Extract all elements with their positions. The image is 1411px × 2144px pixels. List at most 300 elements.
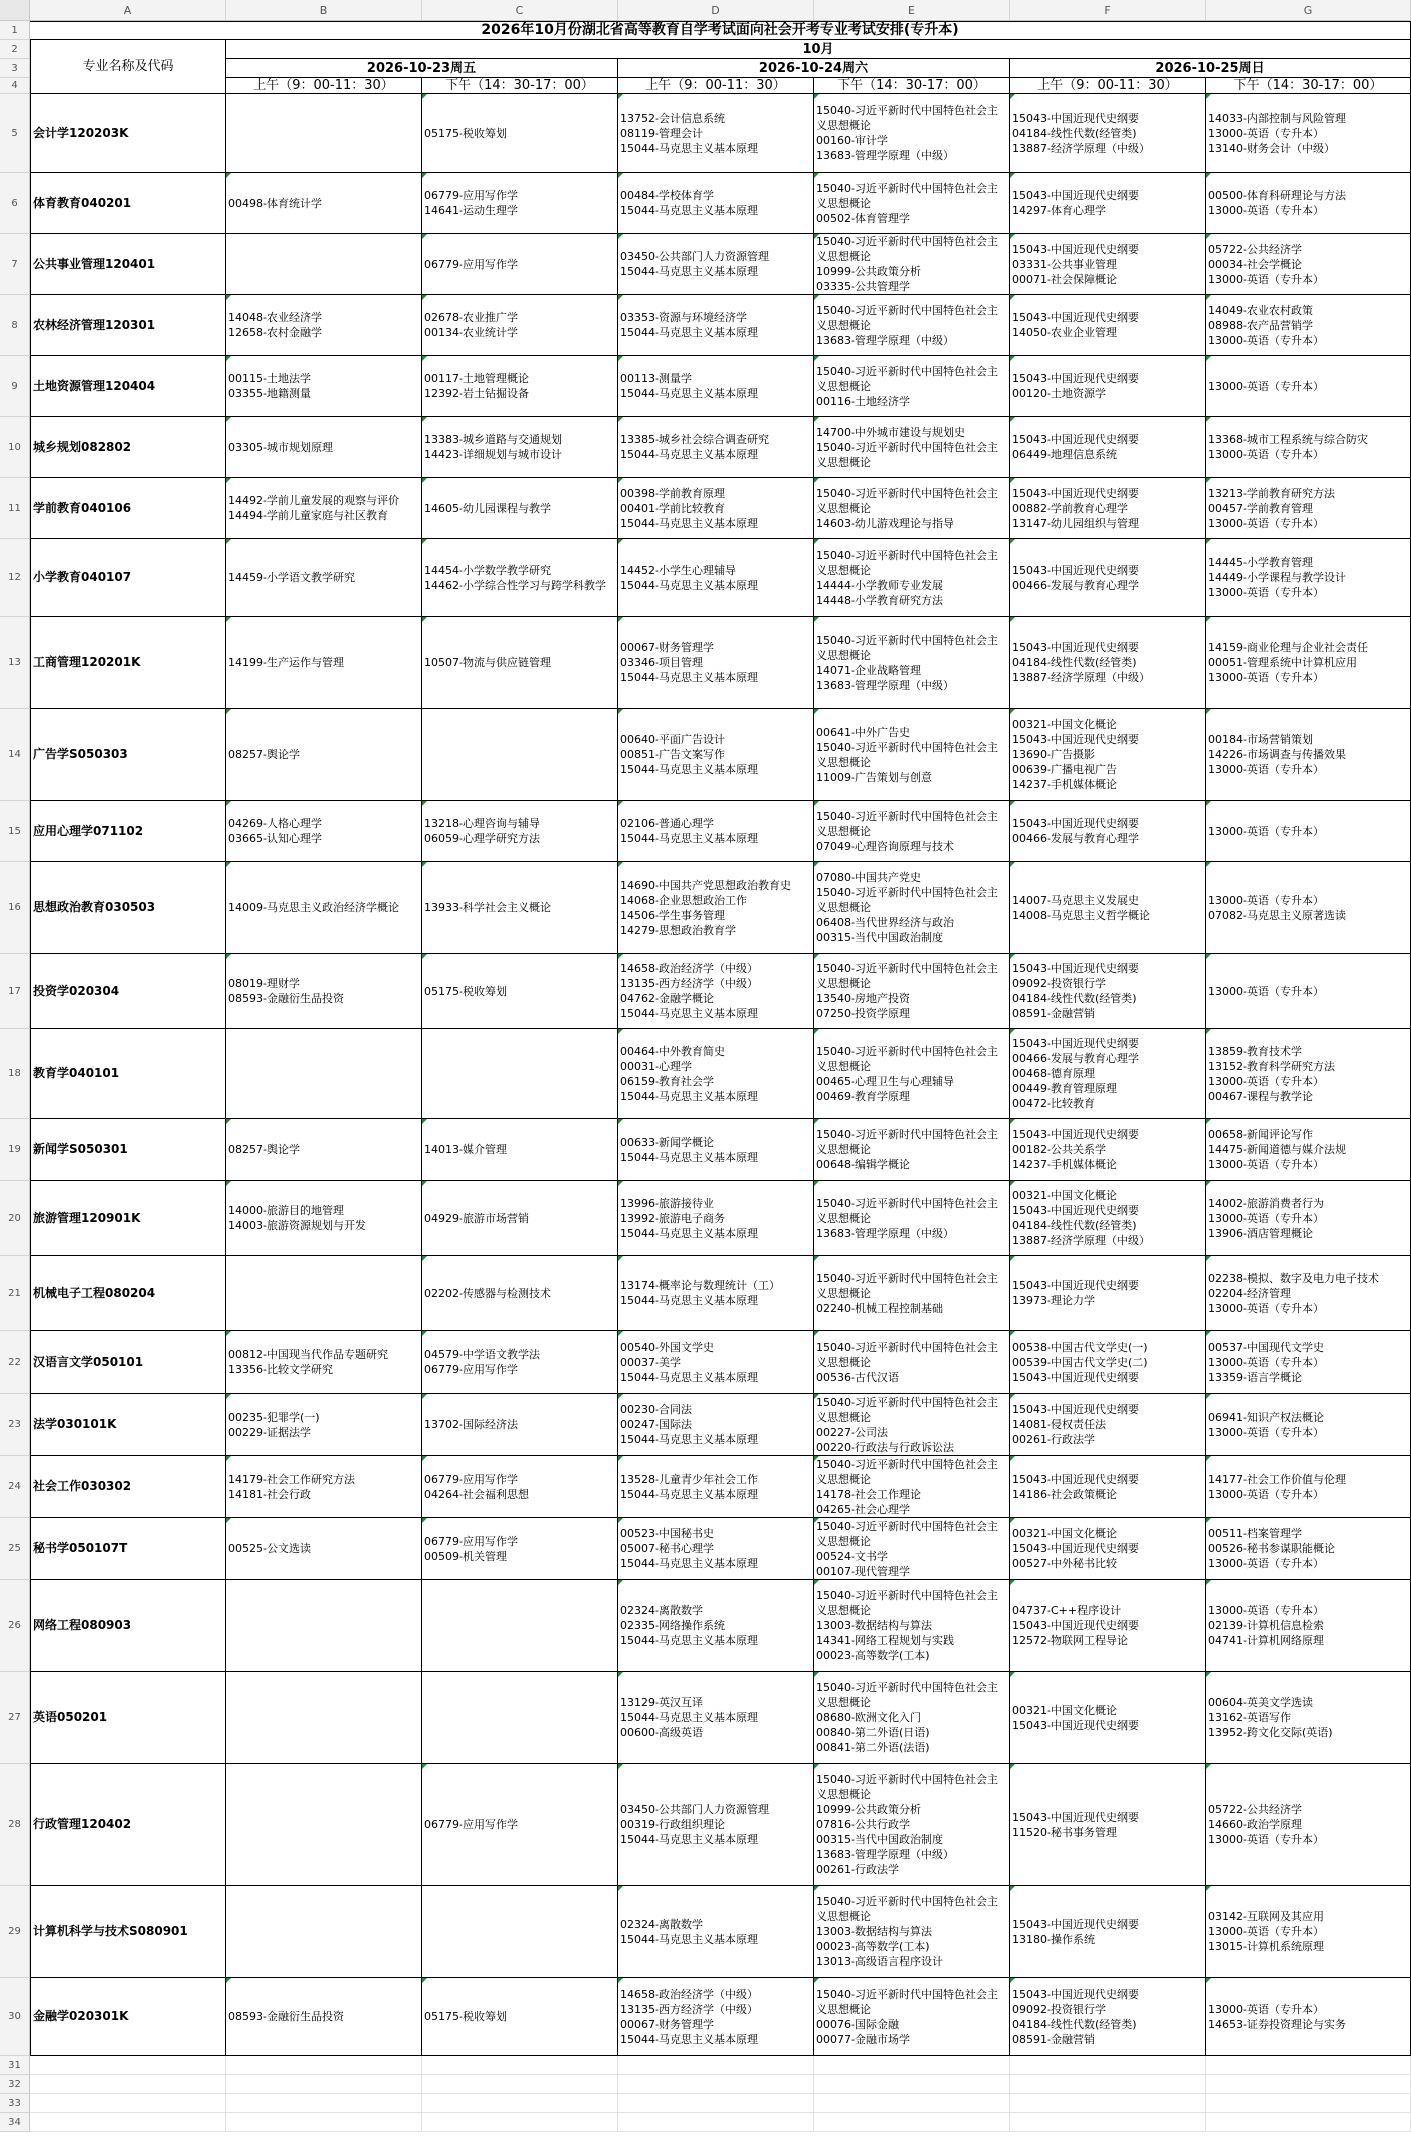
empty-cell[interactable] [618,2113,814,2132]
exam-subjects-cell[interactable] [1010,478,1206,539]
major-name-cell[interactable]: 金融学020301K [30,1978,226,2056]
text-format-marker-icon [618,954,623,959]
exam-subjects-cell[interactable] [618,1672,814,1764]
exam-subject: 00511-档案管理学 [1208,1527,1302,1540]
exam-subjects-cell[interactable] [1206,1518,1411,1580]
empty-cell[interactable] [1010,2075,1206,2094]
exam-subjects-cell[interactable] [814,539,1010,617]
exam-subjects-cell[interactable] [1010,173,1206,234]
exam-subjects-cell[interactable] [814,1764,1010,1886]
exam-subjects-cell[interactable] [422,539,618,617]
row-header[interactable]: 33 [0,2094,30,2113]
text-format-marker-icon [814,417,819,422]
exam-subjects-cell[interactable] [618,709,814,801]
exam-date-header[interactable]: 2026-10-24周六 [618,59,1010,78]
exam-subjects-cell[interactable] [1206,1256,1411,1331]
empty-cell[interactable] [814,2075,1010,2094]
row-header[interactable]: 17 [0,954,30,1029]
major-name-cell[interactable]: 工商管理120201K [30,617,226,709]
empty-cell[interactable] [30,2113,226,2132]
exam-subjects-cell[interactable] [1206,173,1411,234]
exam-subjects-cell[interactable] [226,1580,422,1672]
afternoon-session-header[interactable]: 下午（14：30-17：00） [422,78,618,94]
month-header[interactable]: 10月 [226,40,1411,59]
exam-subjects-cell[interactable] [226,801,422,862]
major-name-cell[interactable]: 广告学S050303 [30,709,226,801]
empty-cell[interactable] [422,2094,618,2113]
exam-subjects-cell[interactable] [1206,862,1411,954]
exam-subjects-cell[interactable] [1206,1456,1411,1518]
exam-subjects-cell[interactable] [814,617,1010,709]
exam-subjects-cell[interactable] [618,1394,814,1456]
empty-cell[interactable] [422,2056,618,2075]
empty-cell[interactable] [1010,2056,1206,2075]
column-header-e[interactable]: E [814,0,1010,21]
exam-subjects-cell[interactable] [1206,1580,1411,1672]
row-header[interactable]: 3 [0,59,30,78]
exam-subjects-cell[interactable] [422,801,618,862]
exam-subjects-cell[interactable] [1010,1181,1206,1256]
exam-subjects-cell[interactable] [814,954,1010,1029]
empty-cell[interactable] [30,2056,226,2075]
major-name-cell[interactable]: 思想政治教育030503 [30,862,226,954]
exam-subjects-cell[interactable] [1206,539,1411,617]
exam-subjects-cell[interactable] [618,1256,814,1331]
major-name-cell[interactable]: 机械电子工程080204 [30,1256,226,1331]
text-format-marker-icon [1206,478,1211,483]
exam-subject: 00658-新闻评论写作 [1208,1128,1313,1141]
exam-subject: 10507-物流与供应链管理 [424,656,551,669]
exam-subjects-cell[interactable] [618,617,814,709]
exam-subjects-cell[interactable] [226,478,422,539]
exam-subjects-cell[interactable] [1010,1119,1206,1181]
text-format-marker-icon [1010,234,1015,239]
empty-cell[interactable] [422,2113,618,2132]
exam-subjects-cell[interactable] [226,539,422,617]
exam-subjects-cell[interactable] [814,1119,1010,1181]
exam-subjects-cell[interactable] [422,1029,618,1119]
row-header[interactable]: 13 [0,617,30,709]
exam-subjects-cell[interactable] [422,1580,618,1672]
exam-subjects-cell[interactable] [1010,954,1206,1029]
exam-subjects-cell[interactable] [422,1886,618,1978]
exam-subjects-cell[interactable] [814,1518,1010,1580]
exam-subjects-cell[interactable] [422,295,618,356]
exam-subjects-cell[interactable] [226,954,422,1029]
morning-session-header[interactable]: 上午（9：00-11：30） [226,78,422,94]
exam-subjects-cell[interactable] [1010,1886,1206,1978]
sheet-title[interactable]: 2026年10月份湖北省高等教育自学考试面向社会开考专业考试安排(专升本) [30,21,1411,40]
row-header[interactable]: 16 [0,862,30,954]
exam-subjects-cell[interactable] [226,709,422,801]
exam-subjects-cell[interactable] [1206,1978,1411,2056]
row-header[interactable]: 8 [0,295,30,356]
row-header[interactable]: 30 [0,1978,30,2056]
major-name-cell[interactable]: 计算机科学与技术S080901 [30,1886,226,1978]
row-header[interactable]: 9 [0,356,30,417]
exam-subject: 15043-中国近现代史纲要 [1012,962,1139,975]
exam-subjects-cell[interactable] [618,1119,814,1181]
exam-subject: 13887-经济学原理（中级） [1012,1234,1150,1247]
exam-subjects-cell[interactable] [422,234,618,295]
row-header[interactable]: 18 [0,1029,30,1119]
exam-subject: 00465-心理卫生与心理辅导 [816,1074,954,1088]
text-format-marker-icon [1206,1672,1211,1677]
row-header[interactable]: 12 [0,539,30,617]
exam-subjects-cell[interactable] [226,417,422,478]
row-header[interactable]: 7 [0,234,30,295]
column-header-f[interactable]: F [1010,0,1206,21]
row-header[interactable]: 34 [0,2113,30,2132]
exam-subject: 02202-传感器与检测技术 [424,1286,551,1300]
exam-subjects-cell[interactable] [1010,1978,1206,2056]
exam-subjects-cell[interactable] [1010,539,1206,617]
major-name-cell[interactable]: 体育教育040201 [30,173,226,234]
exam-subjects-cell[interactable] [1206,295,1411,356]
exam-subject: 05175-税收筹划 [424,126,507,140]
major-name-cell[interactable]: 汉语言文学050101 [30,1331,226,1394]
empty-cell[interactable] [226,2094,422,2113]
exam-subjects-cell[interactable] [226,862,422,954]
major-name-cell[interactable]: 网络工程080903 [30,1580,226,1672]
exam-subject: 15044-马克思主义基本原理 [620,1007,758,1020]
exam-subjects-cell[interactable] [814,478,1010,539]
row-header[interactable]: 2 [0,40,30,59]
exam-subjects-cell[interactable] [226,1886,422,1978]
exam-subject: 00182-公共关系学 [1012,1143,1106,1156]
exam-subjects-cell[interactable] [814,1456,1010,1518]
exam-subjects-cell[interactable] [226,1181,422,1256]
exam-subjects-cell[interactable] [1206,1029,1411,1119]
exam-subjects-cell[interactable] [422,1764,618,1886]
exam-subjects-cell[interactable] [1206,1119,1411,1181]
exam-subjects-cell[interactable] [1206,954,1411,1029]
exam-subjects-cell[interactable] [226,1029,422,1119]
exam-subjects-cell[interactable] [618,539,814,617]
major-name-cell[interactable]: 新闻学S050301 [30,1119,226,1181]
exam-subject: 13162-英语写作 [1208,1711,1291,1724]
row-header[interactable]: 23 [0,1394,30,1456]
afternoon-session-header[interactable]: 下午（14：30-17：00） [1206,78,1411,94]
exam-subjects-cell[interactable] [814,356,1010,417]
row-header[interactable]: 24 [0,1456,30,1518]
empty-cell[interactable] [814,2094,1010,2113]
exam-subjects-cell[interactable] [1206,94,1411,173]
column-header-d[interactable]: D [618,0,814,21]
exam-subjects-cell[interactable] [1010,617,1206,709]
afternoon-session-header[interactable]: 下午（14：30-17：00） [814,78,1010,94]
exam-subjects-cell[interactable] [422,356,618,417]
exam-subjects-cell[interactable] [618,862,814,954]
exam-subjects-cell[interactable] [1010,1580,1206,1672]
exam-subjects-cell[interactable] [1206,356,1411,417]
row-header[interactable]: 28 [0,1764,30,1886]
exam-subjects-cell[interactable] [1010,1256,1206,1331]
exam-subjects-cell[interactable] [422,1672,618,1764]
empty-cell[interactable] [226,2075,422,2094]
exam-subjects-cell[interactable] [422,94,618,173]
exam-subject: 15040-习近平新时代中国特色社会主义思想概论 [816,633,998,662]
major-name-cell[interactable]: 英语050201 [30,1672,226,1764]
exam-subject: 09092-投资银行学 [1012,2002,1106,2016]
major-name-cell[interactable]: 应用心理学071102 [30,801,226,862]
exam-subject: 13000-英语（专升本） [1208,1211,1324,1225]
row-header[interactable]: 26 [0,1580,30,1672]
exam-subjects-cell[interactable] [1206,1331,1411,1394]
empty-cell[interactable] [1206,2056,1411,2075]
exam-subject: 13683-管理学原理（中级） [816,1848,954,1861]
exam-subjects-cell[interactable] [814,1672,1010,1764]
exam-subjects-cell[interactable] [422,954,618,1029]
exam-subjects-cell[interactable] [226,1978,422,2056]
exam-subjects-cell[interactable] [814,417,1010,478]
major-name-cell[interactable]: 社会工作030302 [30,1456,226,1518]
exam-subjects-cell[interactable] [618,295,814,356]
exam-subjects-cell[interactable] [1010,234,1206,295]
exam-subjects-cell[interactable] [1010,1331,1206,1394]
exam-subjects-cell[interactable] [814,1886,1010,1978]
exam-subjects-cell[interactable] [814,1394,1010,1456]
exam-subjects-cell[interactable] [226,1764,422,1886]
exam-subjects-cell[interactable] [814,1256,1010,1331]
exam-subjects-cell[interactable] [226,617,422,709]
row-header[interactable]: 6 [0,173,30,234]
morning-session-header[interactable]: 上午（9：00-11：30） [618,78,814,94]
exam-subjects-cell[interactable] [618,1029,814,1119]
exam-subjects-cell[interactable] [618,94,814,173]
exam-subjects-cell[interactable] [814,801,1010,862]
exam-subjects-cell[interactable] [618,417,814,478]
empty-cell[interactable] [30,2075,226,2094]
text-format-marker-icon [1010,1580,1015,1585]
empty-cell[interactable] [30,2094,226,2113]
exam-subject: 13013-高级语言程序设计 [816,1955,943,1968]
major-name-cell[interactable]: 法学030101K [30,1394,226,1456]
exam-subjects-cell[interactable] [814,709,1010,801]
exam-subjects-cell[interactable] [422,1394,618,1456]
exam-subjects-cell[interactable] [618,1331,814,1394]
text-format-marker-icon [1010,173,1015,178]
exam-subjects-cell[interactable] [226,1119,422,1181]
empty-cell[interactable] [814,2056,1010,2075]
exam-subjects-cell[interactable] [1010,1394,1206,1456]
exam-subjects-cell[interactable] [422,1331,618,1394]
empty-cell[interactable] [422,2075,618,2094]
exam-subjects-cell[interactable] [422,1978,618,2056]
major-name-cell[interactable]: 旅游管理120901K [30,1181,226,1256]
exam-subjects-cell[interactable] [1206,1886,1411,1978]
row-header[interactable]: 11 [0,478,30,539]
exam-subjects-cell[interactable] [226,234,422,295]
exam-subjects-cell[interactable] [1010,862,1206,954]
exam-subjects-cell[interactable] [618,173,814,234]
column-header-a[interactable]: A [30,0,226,21]
exam-subjects-cell[interactable] [422,862,618,954]
exam-subjects-cell[interactable] [1206,234,1411,295]
exam-subjects-cell[interactable] [1010,1456,1206,1518]
exam-subjects-cell[interactable] [1010,295,1206,356]
row-header[interactable]: 27 [0,1672,30,1764]
exam-subjects-cell[interactable] [226,173,422,234]
row-header[interactable]: 1 [0,21,30,40]
major-name-cell[interactable]: 秘书学050107T [30,1518,226,1580]
exam-subjects-cell[interactable] [618,1764,814,1886]
exam-subject: 15043-中国近现代史纲要 [1012,311,1139,324]
exam-subject: 13218-心理咨询与辅导 [424,817,540,830]
empty-cell[interactable] [1206,2075,1411,2094]
exam-subjects-cell[interactable] [1206,617,1411,709]
exam-subjects-cell[interactable] [1206,417,1411,478]
exam-date-header[interactable]: 2026-10-23周五 [226,59,618,78]
exam-subjects-cell[interactable] [814,173,1010,234]
exam-subjects-cell[interactable] [1206,1181,1411,1256]
empty-cell[interactable] [1206,2094,1411,2113]
row-header[interactable]: 15 [0,801,30,862]
row-header[interactable]: 19 [0,1119,30,1181]
exam-date-header[interactable]: 2026-10-25周日 [1010,59,1411,78]
exam-subjects-cell[interactable] [618,1580,814,1672]
empty-cell[interactable] [618,2056,814,2075]
exam-subjects-cell[interactable] [422,1181,618,1256]
exam-subjects-cell[interactable] [1010,1518,1206,1580]
major-name-cell[interactable]: 公共事业管理120401 [30,234,226,295]
row-header[interactable]: 5 [0,94,30,173]
row-header[interactable]: 32 [0,2075,30,2094]
exam-subjects-cell[interactable] [226,1672,422,1764]
row-header[interactable]: 21 [0,1256,30,1331]
exam-subject: 04184-线性代数(经管类) [1012,2017,1137,2031]
exam-subjects-cell[interactable] [1010,709,1206,801]
major-name-cell[interactable]: 土地资源管理120404 [30,356,226,417]
row-header[interactable]: 4 [0,78,30,94]
column-header-b[interactable]: B [226,0,422,21]
exam-subjects-cell[interactable] [814,1029,1010,1119]
major-name-cell[interactable]: 教育学040101 [30,1029,226,1119]
exam-subjects-cell[interactable] [814,1181,1010,1256]
exam-subjects-cell[interactable] [1010,1029,1206,1119]
exam-subjects-cell[interactable] [814,1978,1010,2056]
empty-cell[interactable] [1010,2113,1206,2132]
empty-cell[interactable] [814,2113,1010,2132]
text-format-marker-icon [1206,801,1211,806]
exam-subjects-cell[interactable] [1206,1764,1411,1886]
exam-subject: 07250-投资学原理 [816,1007,910,1020]
exam-subjects-cell[interactable] [814,94,1010,173]
exam-subjects-cell[interactable] [814,862,1010,954]
row-header[interactable]: 20 [0,1181,30,1256]
empty-cell[interactable] [618,2094,814,2113]
text-format-marker-icon [226,1181,231,1186]
exam-subjects-cell[interactable] [618,954,814,1029]
exam-subjects-cell[interactable] [618,1456,814,1518]
exam-subjects-cell[interactable] [1010,1764,1206,1886]
exam-subjects-cell[interactable] [618,1518,814,1580]
exam-subjects-cell[interactable] [226,94,422,173]
exam-subjects-cell[interactable] [1010,1672,1206,1764]
exam-subjects-cell[interactable] [422,1518,618,1580]
exam-subjects-cell[interactable] [814,1580,1010,1672]
exam-subjects-cell[interactable] [422,478,618,539]
exam-subjects-cell[interactable] [422,617,618,709]
empty-cell[interactable] [618,2075,814,2094]
exam-subjects-cell[interactable] [226,1518,422,1580]
exam-subjects-cell[interactable] [618,801,814,862]
exam-subjects-cell[interactable] [1010,417,1206,478]
exam-subjects-cell[interactable] [1206,478,1411,539]
exam-subjects-cell[interactable] [226,1456,422,1518]
exam-subjects-cell[interactable] [226,356,422,417]
column-header-c[interactable]: C [422,0,618,21]
row-header[interactable]: 25 [0,1518,30,1580]
major-name-cell[interactable]: 行政管理120402 [30,1764,226,1886]
exam-subjects-cell[interactable] [1206,709,1411,801]
exam-subjects-cell[interactable] [1010,94,1206,173]
exam-subjects-cell[interactable] [226,295,422,356]
major-name-cell[interactable]: 小学教育040107 [30,539,226,617]
exam-subjects-cell[interactable] [422,1119,618,1181]
exam-subjects-cell[interactable] [226,1331,422,1394]
exam-subject: 14033-内部控制与风险管理 [1208,111,1346,125]
exam-subjects-cell[interactable] [1010,801,1206,862]
major-name-cell[interactable]: 学前教育040106 [30,478,226,539]
exam-subjects-cell[interactable] [618,478,814,539]
empty-cell[interactable] [226,2113,422,2132]
major-name-cell[interactable]: 农林经济管理120301 [30,295,226,356]
exam-subject: 14199-生产运作与管理 [228,656,344,669]
exam-subjects-cell[interactable] [1206,1394,1411,1456]
exam-subjects-cell[interactable] [226,1394,422,1456]
exam-subjects-cell[interactable] [226,1256,422,1331]
row-header[interactable]: 29 [0,1886,30,1978]
exam-subjects-cell[interactable] [422,1456,618,1518]
row-header[interactable]: 10 [0,417,30,478]
exam-subject: 13000-英语（专升本） [1208,671,1324,684]
exam-subjects-cell[interactable] [1206,1672,1411,1764]
major-column-header[interactable]: 专业名称及代码 [30,40,226,94]
exam-subjects-cell[interactable] [814,295,1010,356]
morning-session-header[interactable]: 上午（9：00-11：30） [1010,78,1206,94]
select-all-corner[interactable] [0,0,30,21]
empty-cell[interactable] [1010,2094,1206,2113]
exam-subjects-cell[interactable] [618,1886,814,1978]
major-name-cell[interactable]: 投资学020304 [30,954,226,1029]
exam-subjects-cell[interactable] [1010,356,1206,417]
row-header[interactable]: 22 [0,1331,30,1394]
empty-cell[interactable] [1206,2113,1411,2132]
exam-subjects-cell[interactable] [422,173,618,234]
exam-subject: 13683-管理学原理（中级） [816,333,954,347]
row-header[interactable]: 31 [0,2056,30,2075]
empty-cell[interactable] [226,2056,422,2075]
column-header-g[interactable]: G [1206,0,1411,21]
exam-subject: 08988-农产品营销学 [1208,318,1313,332]
exam-subjects-cell[interactable] [618,234,814,295]
row-header[interactable]: 14 [0,709,30,801]
exam-subject: 03335-公共管理学 [816,280,910,293]
exam-subjects-cell[interactable] [814,1331,1010,1394]
exam-subject: 00468-德育原理 [1012,1067,1095,1080]
exam-subjects-cell[interactable] [422,709,618,801]
exam-subjects-cell[interactable] [422,417,618,478]
exam-subjects-cell[interactable] [814,234,1010,295]
exam-subjects-cell[interactable] [618,356,814,417]
exam-subjects-cell[interactable] [618,1978,814,2056]
exam-subjects-cell[interactable] [422,1256,618,1331]
exam-subjects-cell[interactable] [618,1181,814,1256]
major-name-cell[interactable]: 会计学120203K [30,94,226,173]
exam-subjects-cell[interactable] [1206,801,1411,862]
major-name-cell[interactable]: 城乡规划082802 [30,417,226,478]
